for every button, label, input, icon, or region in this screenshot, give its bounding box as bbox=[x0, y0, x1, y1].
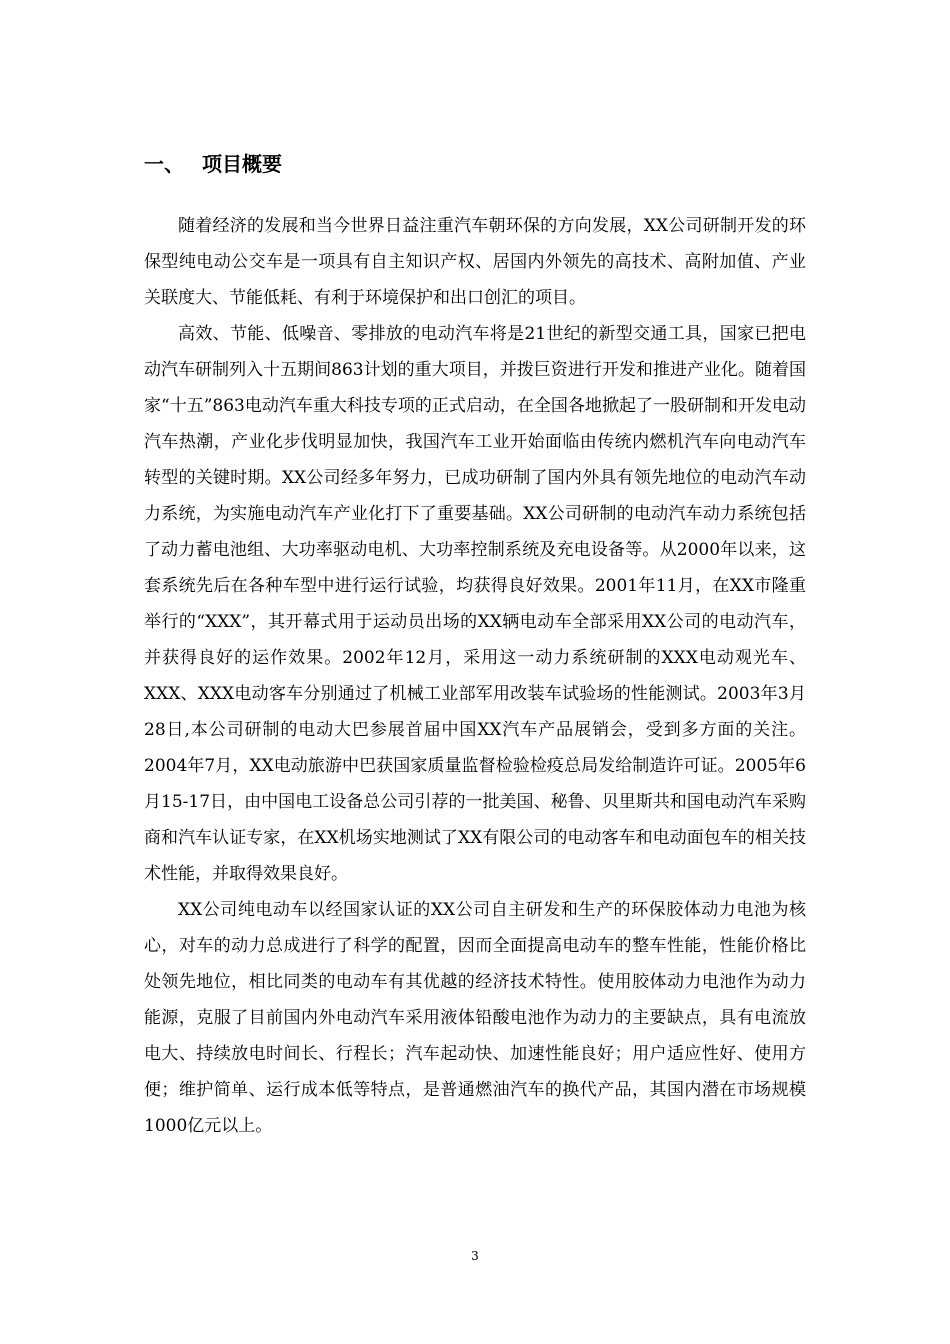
paragraph-battery: XX公司纯电动车以经国家认证的XX公司自主研发和生产的环保胶体动力电池为核心，对车的动力总成进行了科学的配置，因而全面提高电动车的整车性能，性能价格比处领先地位，相比同类的电动车有其优越的经济技术特性。使用胶体动力电池作为动力能源，克服了目前国内外电动汽车采用液体铅酸电池作为动力的主要缺点，具有电流放电大、持续放电时间长、行程长；汽车起动快、加速性能良好；用户适应性好、使用方便；维护简单、运行成本低等特点，是普通燃油汽车的换代产品，其国内潜在市场规模1000亿元以上。 bbox=[144, 900, 806, 1136]
paragraph-intro: 随着经济的发展和当今世界日益注重汽车朝环保的方向发展，XX公司研制开发的环保型纯电动公交车是一项具有自主知识产权、居国内外领先的高技术、高附加值、产业关联度大、节能低耗、有利于环境保护和出口创汇的项目。 bbox=[144, 216, 806, 308]
page-number: 3 bbox=[471, 1249, 479, 1263]
section-number: 一、 bbox=[144, 152, 184, 176]
body-text bbox=[144, 208, 806, 1144]
paragraph-history: 高效、节能、低噪音、零排放的电动汽车将是21世纪的新型交通工具，国家已把电动汽车研制列入十五期间863计划的重大项目，并拨巨资进行开发和推进产业化。随着国家“十五”863电动汽车重大科技专项的正式启动，在全国各地掀起了一股研制和开发电动汽车热潮，产业化步伐明显加快，我国汽车工业开始面临由传统内燃机汽车向电动汽车转型的关键时期。XX公司经多年努力，已成功研制了国内外具有领先地位的电动汽车动力系统，为实施电动汽车产业化打下了重要基础。XX公司研制的电动汽车动力系统包括了动力蓄电池组、大功率驱动电机、大功率控制系统及充电设备等。从2000年以来，这套系统先后在各种车型中进行运行试验，均获得良好效果。2001年11月，在XX市隆重举行的“XXX”，其开幕式用于运动员出场的XX辆电动车全部采用XX公司的电动汽车，并获得良好的运作效果。2002年12月，采用这一动力系统研制的XXX电动观光车、XXX、XXX电动客车分别通过了机械工业部军用改装车试验场的性能测试。2003年3月28日,本公司研制的电动大巴参展首届中国XX汽车产品展销会，受到多方面的关注。2004年7月，XX电动旅游中巴获国家质量监督检验检疫总局发给制造许可证。2005年6月15-17日，由中国电工设备总公司引荐的一批美国、秘鲁、贝里斯共和国电动汽车采购商和汽车认证专家，在XX机场实地测试了XX有限公司的电动客车和电动面包车的相关技术性能，并取得效果良好。 bbox=[144, 324, 806, 884]
section-heading bbox=[144, 148, 282, 180]
section-title: 项目概要 bbox=[202, 152, 282, 176]
